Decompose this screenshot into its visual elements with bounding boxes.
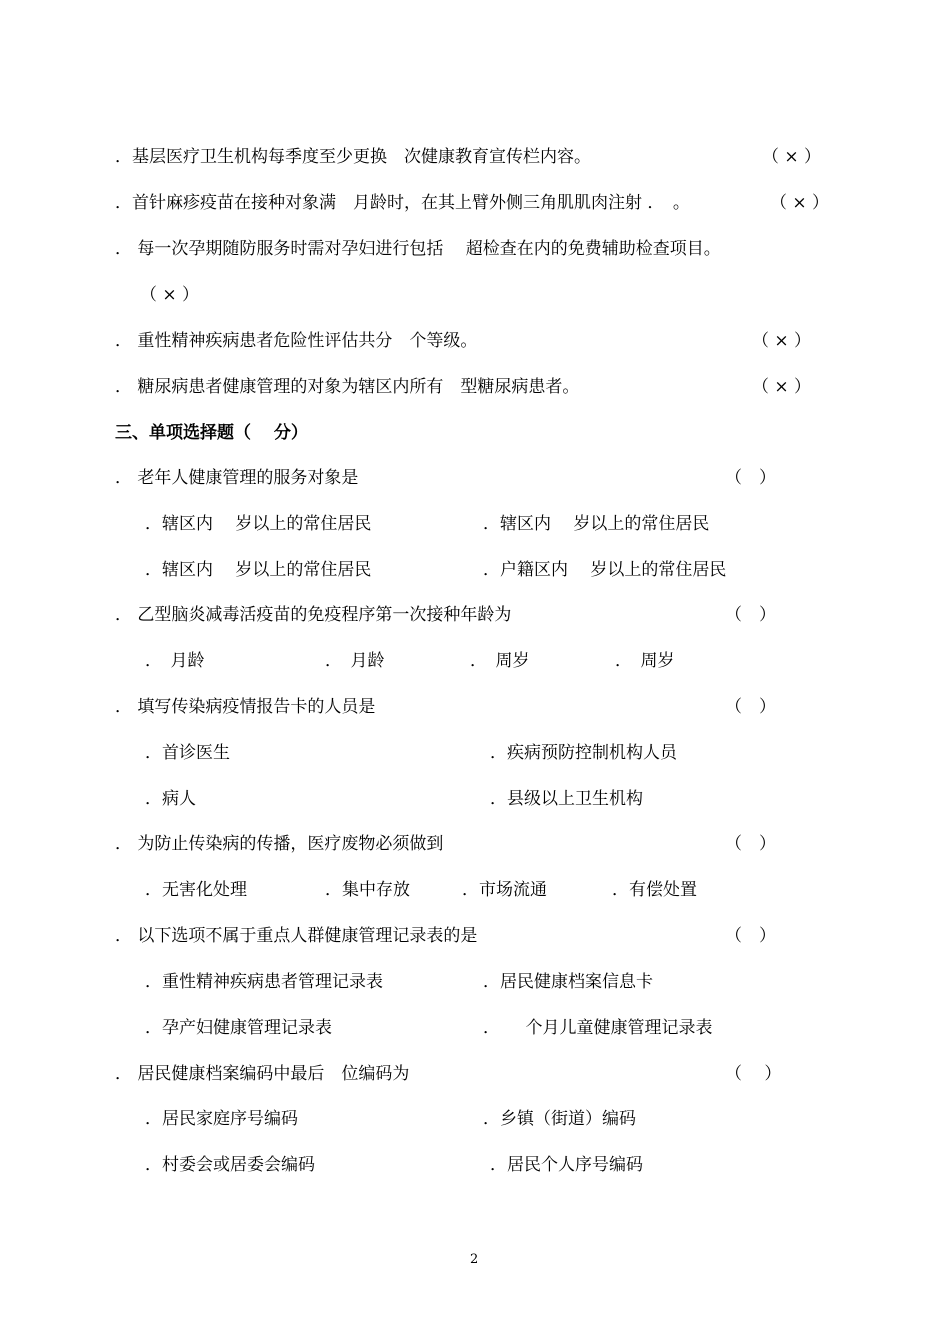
mc-1-option-d: ．户籍区内 岁以上的常住居民 bbox=[483, 560, 727, 580]
mc-question-5: ． 以下选项不属于重点人群健康管理记录表的是 bbox=[115, 926, 478, 946]
mc-question-3-blank: （ ） bbox=[725, 697, 776, 717]
mc-question-1-blank: （ ） bbox=[725, 468, 776, 488]
mc-6-option-b: ．乡镇（街道）编码 bbox=[483, 1109, 636, 1129]
mc-1-option-a: ．辖区内 岁以上的常住居民 bbox=[145, 514, 372, 534]
mc-question-3: ． 填写传染病疫情报告卡的人员是 bbox=[115, 697, 376, 717]
tf-item-3-text: ． 每一次孕期随防服务时需对孕妇进行包括 超检查在内的免费辅助检查项目。 bbox=[115, 239, 721, 259]
tf-item-2-answer: （ × ） bbox=[770, 193, 830, 213]
mc-3-option-b: ．疾病预防控制机构人员 bbox=[490, 743, 677, 763]
mc-4-option-c: ．市场流通 bbox=[462, 880, 547, 900]
mc-question-5-blank: （ ） bbox=[725, 926, 776, 946]
mc-2-option-c: ． 周岁 bbox=[470, 651, 530, 671]
mc-question-6: ． 居民健康档案编码中最后 位编码为 bbox=[115, 1064, 410, 1084]
mc-question-2: ． 乙型脑炎减毒活疫苗的免疫程序第一次接种年龄为 bbox=[115, 605, 512, 625]
tf-item-1-answer: （ × ） bbox=[762, 147, 822, 167]
mc-5-option-b: ．居民健康档案信息卡 bbox=[483, 972, 653, 992]
mc-3-option-a: ．首诊医生 bbox=[145, 743, 230, 763]
mc-2-option-d: ． 周岁 bbox=[615, 651, 675, 671]
tf-item-3-answer: （ × ） bbox=[140, 285, 200, 305]
mc-question-6-blank: （ ） bbox=[725, 1064, 782, 1084]
mc-2-option-a: ． 月龄 bbox=[145, 651, 205, 671]
page-number: 2 bbox=[470, 1252, 479, 1267]
section-3-heading: 三、单项选择题（ 分） bbox=[115, 423, 308, 443]
mc-2-option-b: ． 月龄 bbox=[325, 651, 385, 671]
tf-item-5-answer: （ × ） bbox=[752, 377, 812, 397]
mc-3-option-d: ．县级以上卫生机构 bbox=[490, 789, 643, 809]
mc-5-option-d: ． 个月儿童健康管理记录表 bbox=[483, 1018, 713, 1038]
mc-3-option-c: ．病人 bbox=[145, 789, 196, 809]
tf-item-1-text: ．基层医疗卫生机构每季度至少更换 次健康教育宣传栏内容。 bbox=[115, 147, 591, 167]
mc-1-option-c: ．辖区内 岁以上的常住居民 bbox=[145, 560, 372, 580]
mc-question-2-blank: （ ） bbox=[725, 605, 776, 625]
mc-6-option-c: ．村委会或居委会编码 bbox=[145, 1155, 315, 1175]
mc-4-option-b: ．集中存放 bbox=[325, 880, 410, 900]
tf-item-5-text: ． 糖尿病患者健康管理的对象为辖区内所有 型糖尿病患者。 bbox=[115, 377, 580, 397]
tf-item-4-answer: （ × ） bbox=[752, 331, 812, 351]
mc-5-option-c: ．孕产妇健康管理记录表 bbox=[145, 1018, 332, 1038]
mc-5-option-a: ．重性精神疾病患者管理记录表 bbox=[145, 972, 383, 992]
mc-question-4: ． 为防止传染病的传播，医疗废物必须做到 bbox=[115, 834, 444, 854]
mc-question-1: ． 老年人健康管理的服务对象是 bbox=[115, 468, 359, 488]
tf-item-2-text: ．首针麻疹疫苗在接种对象满 月龄时，在其上臂外侧三角肌肌肉注射 ． 。 bbox=[115, 193, 690, 213]
mc-6-option-d: ．居民个人序号编码 bbox=[490, 1155, 643, 1175]
mc-1-option-b: ．辖区内 岁以上的常住居民 bbox=[483, 514, 710, 534]
tf-item-4-text: ． 重性精神疾病患者危险性评估共分 个等级。 bbox=[115, 331, 478, 351]
mc-question-4-blank: （ ） bbox=[725, 834, 776, 854]
mc-4-option-d: ．有偿处置 bbox=[612, 880, 697, 900]
mc-6-option-a: ．居民家庭序号编码 bbox=[145, 1109, 298, 1129]
mc-4-option-a: ．无害化处理 bbox=[145, 880, 247, 900]
